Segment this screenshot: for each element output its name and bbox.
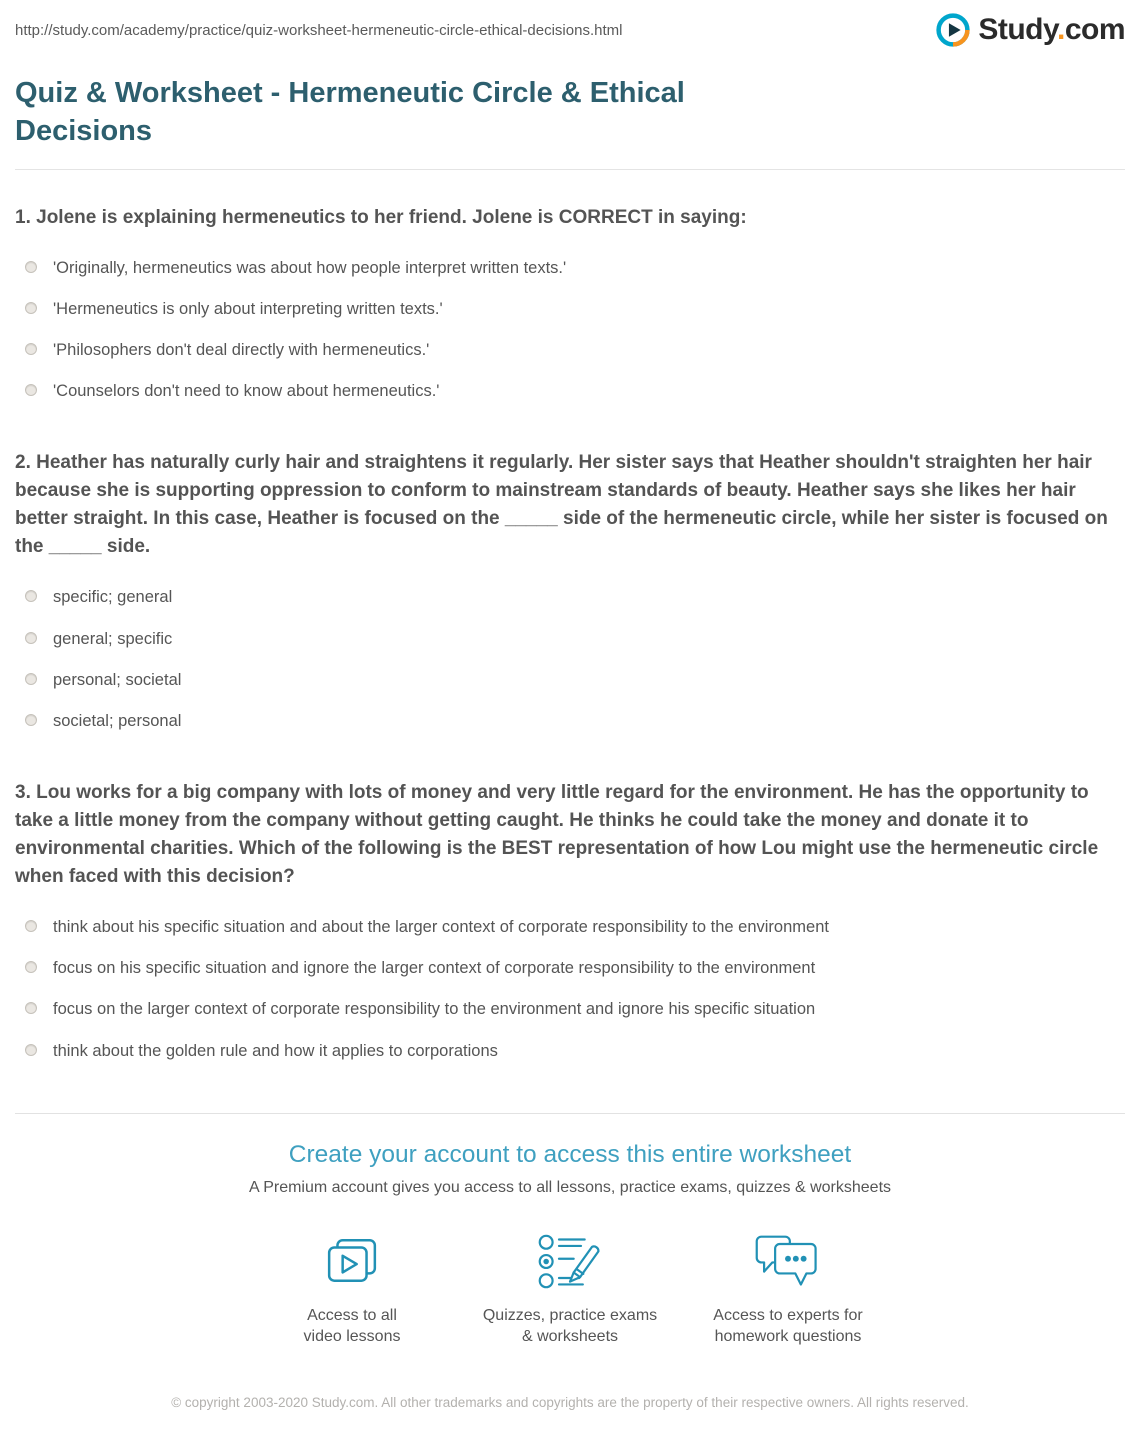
- create-account-link[interactable]: Create your account to access this entire worksheet: [288, 1140, 852, 1168]
- answer-option[interactable]: [15, 998, 1125, 1021]
- question-3: [15, 779, 1125, 1063]
- option-label[interactable]: 'Hermeneutics is only about interpreting written texts.': [53, 299, 443, 318]
- answer-option[interactable]: [15, 586, 1125, 609]
- quiz-pencil-icon: [461, 1233, 679, 1291]
- radio-button[interactable]: [25, 343, 37, 355]
- answer-option[interactable]: [15, 380, 1125, 403]
- feature-label: Access to experts for homework questions: [713, 1306, 863, 1345]
- answer-option[interactable]: [15, 298, 1125, 321]
- option-label[interactable]: think about the golden rule and how it applies to corporations: [53, 1041, 498, 1060]
- video-lessons-icon: [243, 1233, 461, 1291]
- play-icon: [935, 12, 971, 48]
- answer-option[interactable]: [15, 916, 1125, 939]
- radio-button[interactable]: [25, 920, 37, 932]
- page-header: [15, 0, 1125, 52]
- copyright-notice: © copyright 2003-2020 Study.com. All other trademarks and copyrights are the property of their respective owners. All rights reserved.: [171, 1394, 969, 1410]
- radio-button[interactable]: [25, 590, 37, 602]
- option-label[interactable]: personal; societal: [53, 670, 182, 689]
- cta-section: [15, 1113, 1125, 1445]
- feature-list: [15, 1233, 1125, 1347]
- question-1: [15, 204, 1125, 403]
- studycom-logo[interactable]: [935, 12, 1125, 48]
- logo-text: Study.com: [978, 13, 1125, 46]
- radio-button[interactable]: [25, 1002, 37, 1014]
- feature-label: Access to all video lessons: [303, 1306, 401, 1345]
- option-label[interactable]: think about his specific situation and about the larger context of corporate responsibility to the environment: [53, 918, 829, 937]
- option-label[interactable]: focus on the larger context of corporate responsibility to the environment and ignore his specific situation: [53, 1000, 816, 1019]
- feature-quizzes-worksheets: [461, 1233, 679, 1347]
- option-label[interactable]: general; specific: [53, 629, 173, 648]
- feature-video-lessons: [243, 1233, 461, 1347]
- question-text: 3. Lou works for a big company with lots of money and very little regard for the environment. He has the opportunity to take a little money from the company without getting caught. He thinks he could take the money and donate it to environmental charities. Which of the following is the BEST representation of how Lou might use the hermeneutic circle when faced with this decision?: [15, 781, 1099, 888]
- question-text: 1. Jolene is explaining hermeneutics to her friend. Jolene is CORRECT in saying:: [15, 206, 747, 228]
- radio-button[interactable]: [25, 1044, 37, 1056]
- option-label[interactable]: 'Originally, hermeneutics was about how people interpret written texts.': [53, 258, 567, 277]
- radio-button[interactable]: [25, 714, 37, 726]
- answer-option[interactable]: [15, 669, 1125, 692]
- option-label[interactable]: 'Philosophers don't deal directly with hermeneutics.': [53, 340, 430, 359]
- radio-button[interactable]: [25, 961, 37, 973]
- question-2: [15, 449, 1125, 733]
- answer-option[interactable]: [15, 257, 1125, 280]
- chat-bubbles-icon: [679, 1233, 897, 1291]
- option-label[interactable]: societal; personal: [53, 711, 182, 730]
- option-label[interactable]: 'Counselors don't need to know about hermeneutics.': [53, 381, 440, 400]
- cta-subheading: A Premium account gives you access to all lessons, practice exams, quizzes & worksheets: [248, 1178, 892, 1196]
- radio-button[interactable]: [25, 673, 37, 685]
- page-url: http://study.com/academy/practice/quiz-worksheet-hermeneutic-circle-ethical-decisions.html: [15, 21, 623, 39]
- answer-option[interactable]: [15, 710, 1125, 733]
- answer-option[interactable]: [15, 957, 1125, 980]
- radio-button[interactable]: [25, 384, 37, 396]
- question-text: 2. Heather has naturally curly hair and straightens it regularly. Her sister says that Heather shouldn't straighten her hair because she is supporting oppression to conform to mainstream standards of beauty. Heather says she likes her hair better straight. In this case, Heather is focused on the _____ side of the hermeneutic circle, while her sister is focused on the _____ side.: [15, 452, 1108, 558]
- answer-option[interactable]: [15, 339, 1125, 362]
- answer-option[interactable]: [15, 1040, 1125, 1063]
- feature-label: Quizzes, practice exams & worksheets: [482, 1306, 658, 1345]
- page-title: Quiz & Worksheet - Hermeneutic Circle & Ethical Decisions: [15, 77, 685, 148]
- answer-option[interactable]: [15, 628, 1125, 651]
- title-divider: [15, 169, 1125, 170]
- feature-expert-help: [679, 1233, 897, 1347]
- option-label[interactable]: specific; general: [53, 588, 173, 607]
- radio-button[interactable]: [25, 632, 37, 644]
- radio-button[interactable]: [25, 302, 37, 314]
- option-label[interactable]: focus on his specific situation and ignore the larger context of corporate responsibility to the environment: [53, 959, 816, 978]
- radio-button[interactable]: [25, 261, 37, 273]
